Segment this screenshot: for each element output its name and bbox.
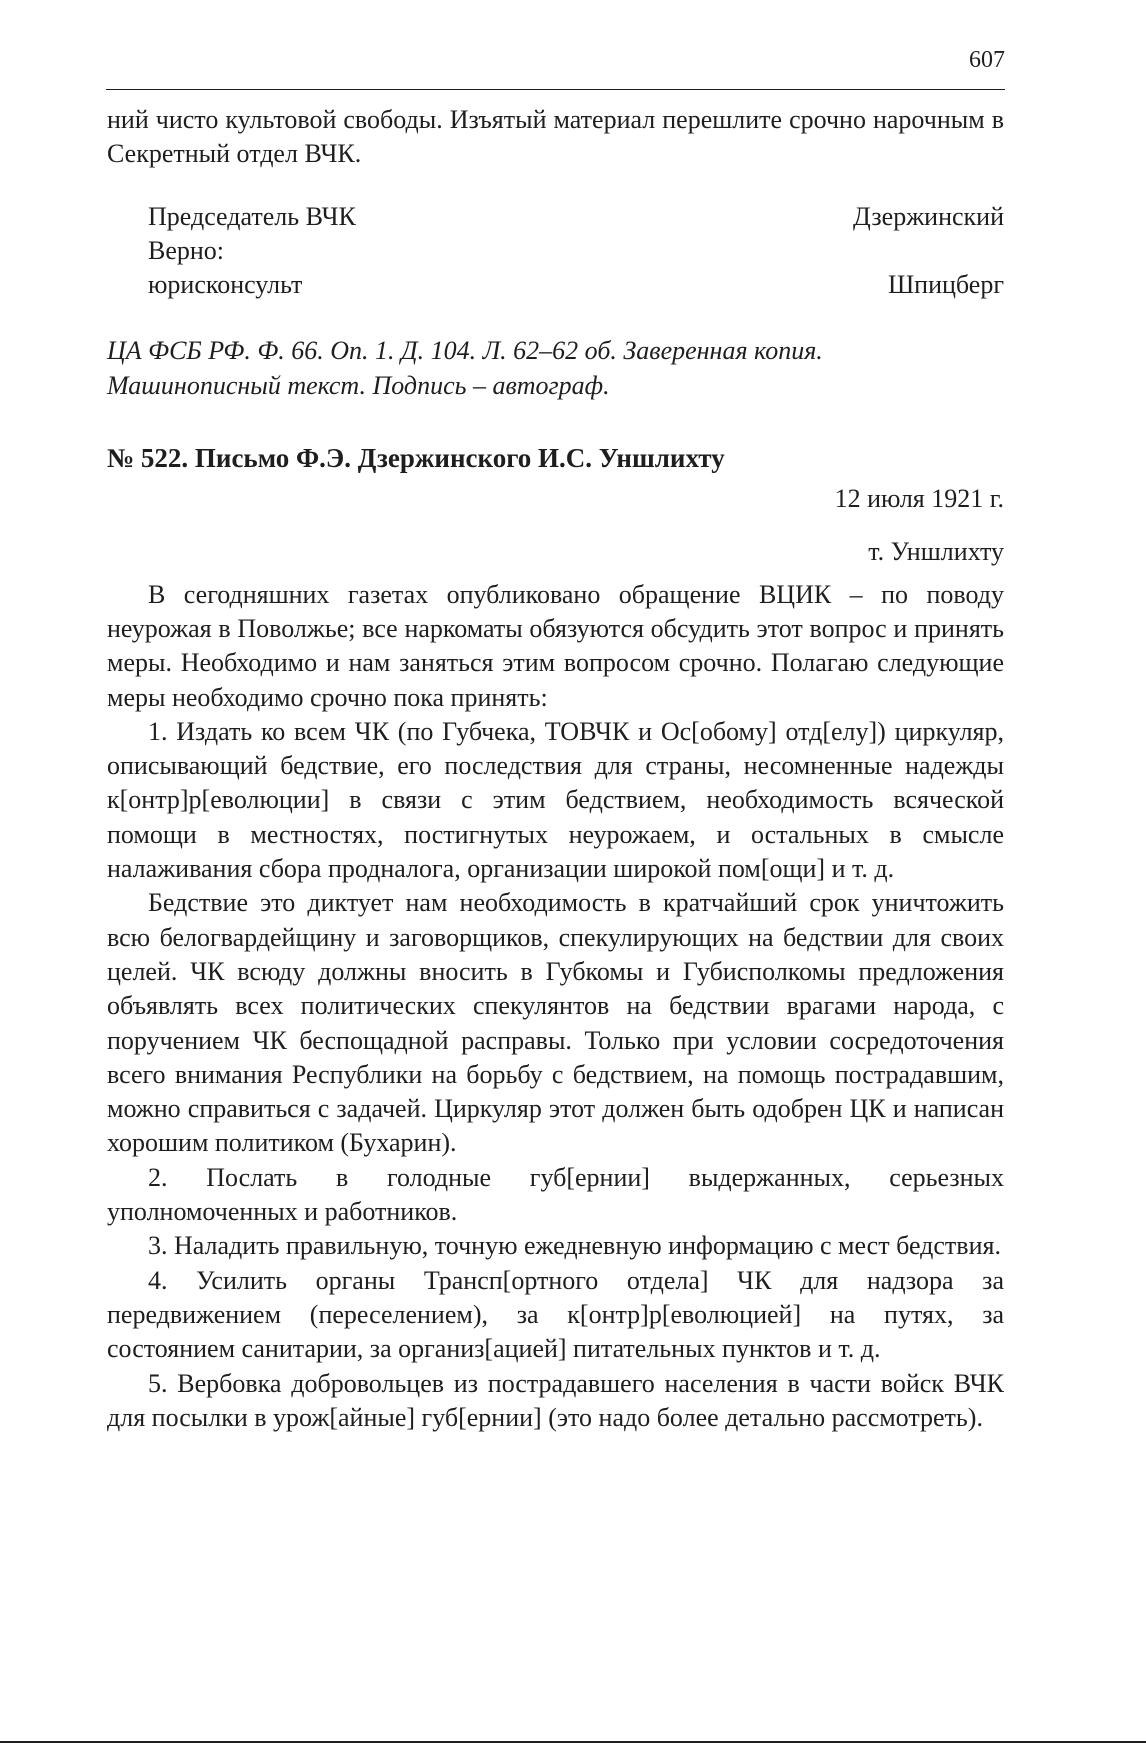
archive-reference-line-2: Машинописный текст. Подпись – автограф.	[107, 370, 610, 400]
signature-row-chairman	[107, 200, 1004, 234]
body-paragraph: 3. Наладить правильную, точную ежедневную информацию с мест бедствия.	[148, 1231, 1001, 1261]
legal-name: Шпицберг	[887, 270, 1004, 300]
archive-reference-line-1: ЦА ФСБ РФ. Ф. 66. Оп. 1. Д. 104. Л. 62–62 об. Заверенная копия.	[107, 336, 823, 366]
signature-block	[107, 200, 1004, 303]
page-content	[107, 103, 1004, 1435]
document-date: 12 июля 1921 г.	[834, 484, 1004, 514]
chairman-name: Дзержинский	[853, 201, 1004, 231]
bottom-edge-rule	[0, 1741, 1146, 1743]
document-title: № 522. Письмо Ф.Э. Дзержинского И.С. Уншлихту	[107, 443, 725, 474]
body-paragraph: 2. Послать в голодные губ[ернии] выдержанных, серьезных уполномоченных и работников.	[107, 1162, 1004, 1227]
chairman-title: Председатель ВЧК	[148, 201, 356, 231]
page-number: 607	[969, 47, 1005, 73]
body-paragraph: В сегодняшних газетах опубликовано обращение ВЦИК – по поводу неурожая в Поволжье; все наркоматы обязуются обсудить этот вопрос и принять меры. Необходимо и нам заняться этим вопросом срочно. Полагаю следующие меры необходимо срочно пока принять:	[107, 579, 1004, 712]
certified-label: Верно:	[148, 235, 225, 265]
signature-row-certified	[107, 234, 1004, 268]
archive-reference	[107, 334, 1004, 403]
body-paragraph: 5. Вербовка добровольцев из пострадавшего населения в части войск ВЧК для посылки в урож[айные] губ[ернии] (это надо более детально рассмотреть).	[107, 1368, 1004, 1432]
body-paragraph: 1. Издать ко всем ЧК (по Губчека, ТОВЧК и Ос[обому] отд[елу]) циркуляр, описывающий бедствие, его последствия для страны, несомненные надежды к[онтр]р[еволюции] в связи с этим бедствием, необходимость всяческой помощи в местностях, постигнутых неурожаем, и остальных в смысле налаживания сбора продналога, организации широкой пом[ощи] и т. д.	[107, 716, 1004, 884]
body-paragraph: Бедствие это диктует нам необходимость в кратчайший срок уничтожить всю белогвардейщину и заговорщиков, спекулирующих на бедствии для своих целей. ЧК всюду должны вносить в Губкомы и Губисполкомы предложения объявлять всех политических спекулянтов на бедствии врагами народа, с поручением ЧК беспощадной расправы. Только при условии сосредоточения всего внимания Республики на борьбу с бедствием, на помощь пострадавшим, можно справиться с задачей. Циркуляр этот должен быть одобрен ЦК и написан хорошим политиком (Бухарин).	[107, 888, 1004, 1158]
document-addressee: т. Уншлихту	[868, 537, 1004, 567]
header-rule	[106, 89, 1005, 90]
body-paragraph: 4. Усилить органы Трансп[ортного отдела] ЧК для надзора за передвижением (переселением), за к[онтр]р[еволюцией] на путях, за состоянием санитарии, за организ[ацией] питательных пунктов и т. д.	[107, 1265, 1004, 1364]
continuation-paragraph: ний чисто культовой свободы. Изъятый материал перешлите срочно нарочным в Секретный отдел ВЧК.	[107, 105, 1004, 169]
legal-title: юрисконсульт	[148, 270, 303, 300]
signature-row-legal	[107, 268, 1004, 302]
